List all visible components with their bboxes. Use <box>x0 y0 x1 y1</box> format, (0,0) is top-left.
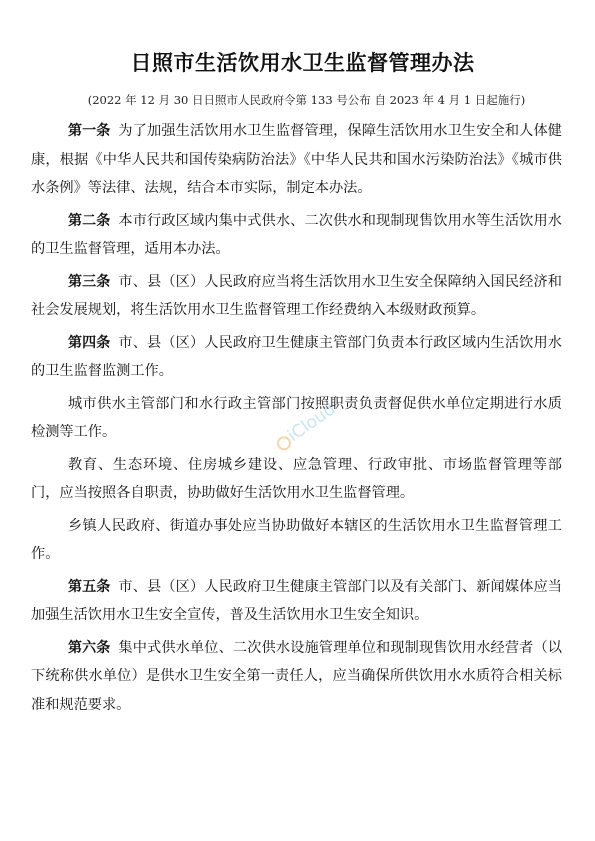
article-3 <box>31 268 562 325</box>
article-1 <box>31 117 562 203</box>
clause-text: 教育、生态环境、住房城乡建设、应急管理、行政审批、市场监督管理等部门，应当按照各自职责，协助做好生活饮用水卫生监督管理。 <box>31 456 562 501</box>
article-number: 第六条 <box>68 639 111 656</box>
document-title: 日照市生活饮用水卫生监督管理办法 <box>130 51 475 75</box>
article-text: 本市行政区域内集中式供水、二次供水和现制现售饮用水等生活饮用水的卫生监督管理，适用本办法。 <box>31 212 562 257</box>
article-6 <box>31 634 562 720</box>
article-number: 第三条 <box>68 273 111 290</box>
document-body <box>31 117 562 723</box>
article-4 <box>31 329 562 386</box>
article-text: 市、县（区）人民政府卫生健康主管部门负责本行政区域内生活饮用水的卫生监督监测工作。 <box>31 334 562 379</box>
article-2 <box>31 207 562 264</box>
clause-text: 城市供水主管部门和水行政主管部门按照职责负责督促供水单位定期进行水质检测等工作。 <box>31 395 562 440</box>
article-number: 第四条 <box>68 334 111 351</box>
article-number: 第二条 <box>68 212 111 229</box>
article-text: 市、县（区）人民政府卫生健康主管部门以及有关部门、新闻媒体应当加强生活饮用水卫生安全宣传，普及生活饮用水卫生安全知识。 <box>31 578 562 623</box>
article-4-clause-2 <box>31 390 562 447</box>
document-subtitle: (2022 年 12 月 30 日日照市人民政府令第 133 号公布 自 2023 年 4 月 1 日起施行) <box>87 93 526 107</box>
clause-text: 乡镇人民政府、街道办事处应当协助做好本辖区的生活饮用水卫生监督管理工作。 <box>31 517 562 562</box>
article-text: 市、县（区）人民政府应当将生活饮用水卫生安全保障纳入国民经济和社会发展规划，将生活饮用水卫生监督管理工作经费纳入本级财政预算。 <box>31 273 562 318</box>
article-text: 为了加强生活饮用水卫生监督管理，保障生活饮用水卫生安全和人体健康，根据《中华人民共和国传染病防治法》《中华人民共和国水污染防治法》《城市供水条例》等法律、法规，结合本市实际，制定本办法。 <box>31 123 562 196</box>
watermark-label: iCloud <box>284 399 340 447</box>
article-4-clause-4 <box>31 512 562 569</box>
article-text: 集中式供水单位、二次供水设施管理单位和现制现售饮用水经营者（以下统称供水单位）是供水卫生安全第一责任人，应当确保所供饮用水水质符合相关标准和规范要求。 <box>31 639 562 713</box>
article-5 <box>31 573 562 630</box>
article-number: 第一条 <box>68 123 111 139</box>
article-number: 第五条 <box>68 578 111 595</box>
article-4-clause-3 <box>31 451 562 508</box>
